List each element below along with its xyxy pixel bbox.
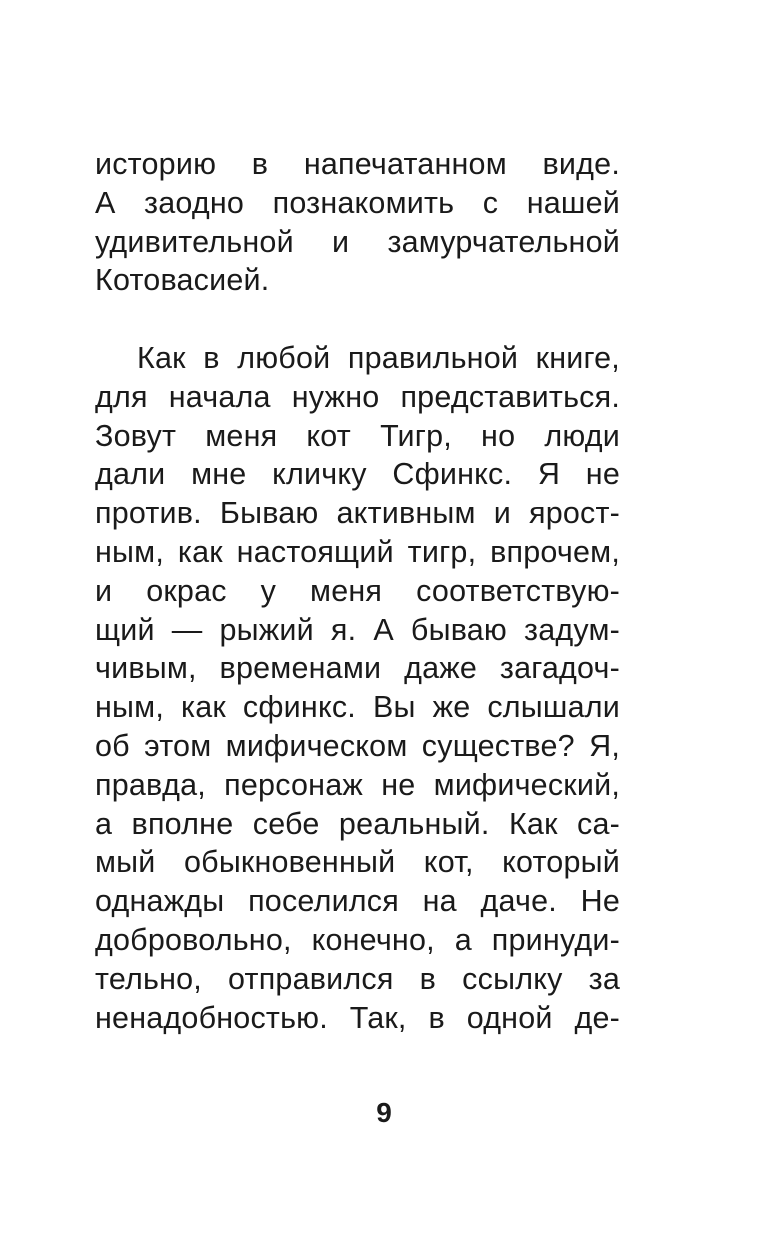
page-body-text <box>95 145 620 1037</box>
text-line: мый обыкновенный кот, который <box>95 845 620 880</box>
text-line: ным, как сфинкс. Вы же слышали <box>95 690 620 725</box>
text-line: для начала нужно представиться. <box>95 379 620 414</box>
text-line: тельно, отправился в ссылку за <box>95 961 620 996</box>
text-line: а вполне себе реальный. Как са- <box>95 806 620 841</box>
text-line: ным, как настоящий тигр, впрочем, <box>95 534 620 569</box>
text-line: Зовут меня кот Тигр, но люди <box>95 418 620 453</box>
text-line: дали мне кличку Сфинкс. Я не <box>95 457 620 492</box>
text-line: удивительной и замурчательной <box>95 224 620 259</box>
paragraph-1 <box>95 145 620 300</box>
text-line: против. Бываю активным и ярост- <box>95 496 620 531</box>
text-line: правда, персонаж не мифический, <box>95 767 620 802</box>
text-line: ненадобностью. Так, в одной де- <box>95 1000 620 1035</box>
text-line: Котовасией. <box>95 263 270 298</box>
text-line: А заодно познакомить с нашей <box>95 185 620 220</box>
paragraph-2 <box>95 339 620 1037</box>
text-line: и окрас у меня соответствую- <box>95 573 620 608</box>
text-line: щий — рыжий я. А бываю задум- <box>95 612 620 647</box>
page-number: 9 <box>376 1097 392 1128</box>
text-line: добровольно, конечно, а принуди- <box>95 922 620 957</box>
text-line: об этом мифическом существе? Я, <box>95 728 620 763</box>
text-line: историю в напечатанном виде. <box>95 147 620 181</box>
text-line: однажды поселился на даче. Не <box>95 884 620 919</box>
text-line: Как в любой правильной книге, <box>137 340 620 375</box>
text-line: чивым, временами даже загадоч- <box>95 651 620 686</box>
